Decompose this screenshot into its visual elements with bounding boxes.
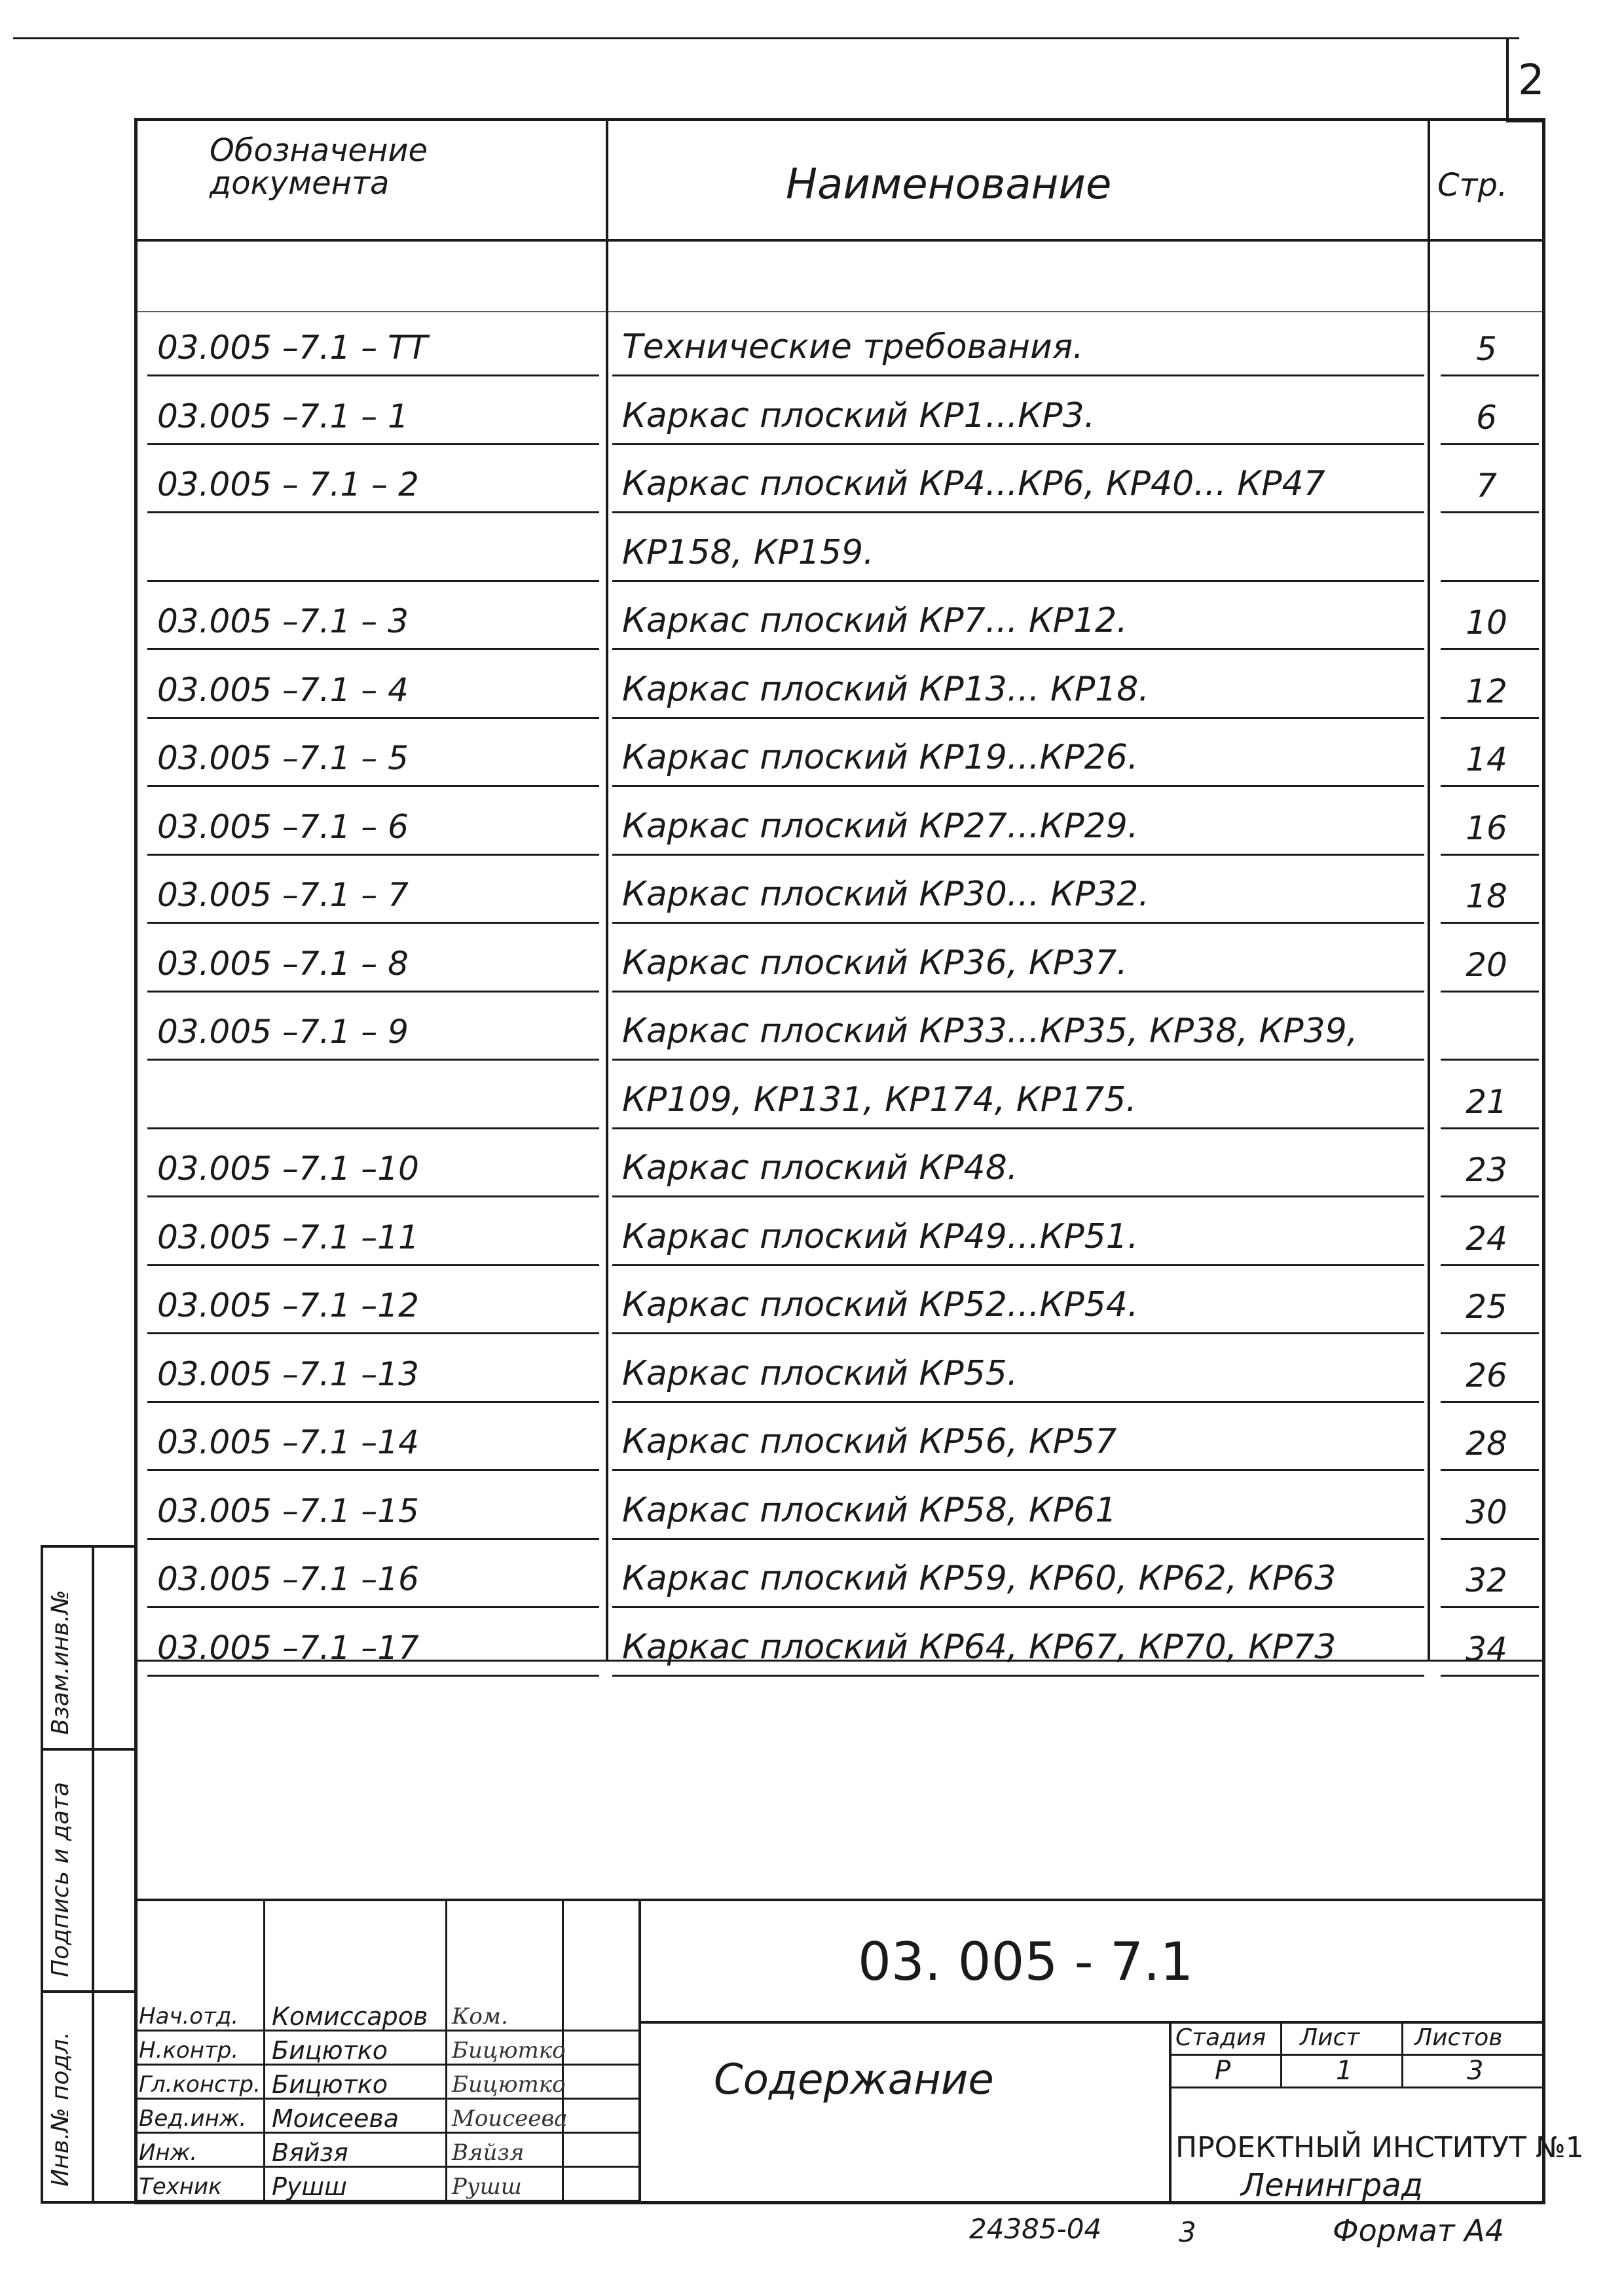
row-code: 03.005 –7.1 –11: [157, 1218, 419, 1256]
row-underline: [1441, 580, 1539, 582]
table-top-border: [134, 118, 1545, 121]
row-underline: [612, 1059, 1424, 1061]
side-label-vzam-inv: Взам.инв.№: [47, 1590, 74, 1735]
org-name: ПРОЕКТНЫЙ ИНСТИТУТ №1: [1175, 2131, 1584, 2164]
row-name: КР109, КР131, КР174, КР175.: [622, 1080, 1137, 1120]
table-left-border: [134, 118, 138, 2203]
signatory-signature: Бицютко: [452, 2037, 566, 2064]
row-page: 32: [1466, 1561, 1507, 1599]
row-underline: [1441, 374, 1539, 376]
row-name: Каркас плоский КР48.: [622, 1148, 1018, 1188]
row-underline: [147, 1195, 599, 1197]
row-code: 03.005 –7.1 – 1: [157, 397, 409, 435]
side-stamp-divider-2: [41, 1990, 136, 1993]
row-page: 5: [1476, 330, 1497, 368]
row-underline: [147, 648, 599, 650]
signatory-name: Бицютко: [272, 2070, 388, 2099]
row-underline: [612, 922, 1424, 924]
signatory-name: Рушш: [272, 2172, 347, 2201]
row-underline: [1441, 1332, 1539, 1334]
row-name: КР158, КР159.: [622, 532, 874, 572]
row-underline: [612, 1538, 1424, 1540]
row-page: 23: [1466, 1151, 1507, 1189]
row-underline: [147, 1675, 599, 1677]
row-page: 26: [1466, 1356, 1507, 1394]
header-name: Наименование: [786, 160, 1112, 209]
row-underline: [612, 785, 1424, 787]
row-underline: [612, 648, 1424, 650]
row-code: 03.005 –7.1 –16: [157, 1560, 419, 1598]
signatory-role: Н.контр.: [139, 2037, 239, 2064]
row-underline: [1441, 1675, 1539, 1677]
row-underline: [1441, 443, 1539, 445]
row-underline: [147, 580, 599, 582]
row-underline: [1441, 511, 1539, 513]
row-underline: [612, 1469, 1424, 1471]
row-underline: [1441, 1538, 1539, 1540]
row-page: 30: [1466, 1493, 1507, 1531]
row-underline: [612, 991, 1424, 993]
sheet-label: Лист: [1300, 2024, 1360, 2051]
row-underline: [147, 1332, 599, 1334]
top-edge-line: [13, 37, 1519, 39]
row-code: 03.005 –7.1 –10: [157, 1150, 419, 1188]
doc-number: 03. 005 - 7.1: [858, 1931, 1194, 1992]
row-underline: [147, 374, 599, 376]
signatory-name: Бицютко: [272, 2036, 388, 2065]
tb-col-name: [445, 1899, 447, 2203]
row-name: Каркас плоский КР7... КР12.: [622, 601, 1128, 640]
row-underline: [1441, 1059, 1539, 1061]
sheet-number: 2: [1518, 56, 1545, 105]
row-name: Каркас плоский КР36, КР37.: [622, 943, 1128, 983]
row-name: Каркас плоский КР4...КР6, КР40... КР47: [622, 464, 1325, 503]
column-divider-1: [606, 118, 608, 1660]
row-name: Каркас плоский КР56, КР57: [622, 1422, 1117, 1461]
row-code: 03.005 –7.1 – 6: [157, 807, 409, 846]
side-stamp-outer-left: [41, 1545, 43, 2203]
row-page: 21: [1466, 1082, 1507, 1121]
row-code: 03.005 –7.1 – 5: [157, 739, 409, 777]
row-code: 03.005 –7.1 –15: [157, 1491, 419, 1530]
row-underline: [612, 1195, 1424, 1197]
row-underline: [147, 1538, 599, 1540]
archive-number: 24385-04: [969, 2213, 1102, 2245]
row-underline: [1441, 1264, 1539, 1266]
row-underline: [147, 1059, 599, 1061]
row-underline: [612, 374, 1424, 376]
sheets-label: Листов: [1414, 2024, 1503, 2051]
row-underline: [147, 922, 599, 924]
row-code: 03.005 –7.1 –13: [157, 1355, 419, 1393]
row-underline: [612, 511, 1424, 513]
side-stamp-bottom: [41, 2201, 136, 2204]
row-underline: [147, 1606, 599, 1608]
row-page: 25: [1466, 1288, 1507, 1326]
row-page: 7: [1476, 467, 1497, 505]
stage-value: Р: [1215, 2056, 1231, 2086]
row-name: Каркас плоский КР59, КР60, КР62, КР63: [622, 1559, 1337, 1598]
row-page: 16: [1466, 809, 1507, 847]
row-name: Каркас плоский КР30... КР32.: [622, 875, 1149, 914]
signatory-role: Вед.инж.: [139, 2105, 247, 2132]
row-code: 03.005 –7.1 – 3: [157, 602, 409, 640]
row-underline: [147, 1127, 599, 1129]
row-underline: [1441, 991, 1539, 993]
row-page: 28: [1466, 1425, 1507, 1463]
row-code: 03.005 –7.1 – 9: [157, 1013, 409, 1051]
signatory-name: Моисеева: [272, 2104, 399, 2133]
row-underline: [147, 511, 599, 513]
header-page: Стр.: [1437, 167, 1508, 204]
signatory-signature: Бицютко: [452, 2071, 566, 2098]
row-underline: [612, 854, 1424, 856]
side-stamp-top: [41, 1545, 136, 1548]
row-underline: [147, 1264, 599, 1266]
signatory-signature: Моисеева: [452, 2105, 568, 2132]
row-underline: [147, 717, 599, 719]
header-designation: Обозначение документа: [210, 132, 428, 202]
row-name: Каркас плоский КР49...КР51.: [622, 1216, 1139, 1256]
row-page: 14: [1466, 740, 1507, 778]
row-page: 18: [1466, 877, 1507, 915]
row-name: Каркас плоский КР52...КР54.: [622, 1285, 1139, 1324]
signatory-signature: Вяйзя: [452, 2140, 525, 2166]
frame-right-border: [1542, 121, 1545, 2203]
row-page: 12: [1466, 672, 1507, 710]
row-name: Каркас плоский КР19...КР26.: [622, 738, 1139, 777]
row-page: 10: [1466, 604, 1507, 642]
sheet-box-left: [1506, 37, 1509, 121]
row-underline: [612, 1264, 1424, 1266]
row-underline: [1441, 1469, 1539, 1471]
row-underline: [1441, 1401, 1539, 1403]
row-underline: [1441, 1606, 1539, 1608]
table-row-divider: [134, 311, 1545, 312]
row-underline: [1441, 1195, 1539, 1197]
table-header-bottom: [134, 239, 1545, 242]
row-page: 24: [1466, 1219, 1507, 1258]
row-underline: [147, 443, 599, 445]
row-code: 03.005 –7.1 –12: [157, 1286, 419, 1324]
row-underline: [612, 443, 1424, 445]
side-label-signature-date: Подпись и дата: [47, 1781, 74, 1977]
row-underline: [1441, 1127, 1539, 1129]
row-name: Каркас плоский КР58, КР61: [622, 1490, 1117, 1530]
row-underline: [1441, 717, 1539, 719]
signatory-row-line: [134, 2200, 638, 2202]
signatory-role: Инж.: [139, 2140, 198, 2166]
tb-info-left: [1169, 2021, 1172, 2203]
row-underline: [612, 1606, 1424, 1608]
row-underline: [147, 1469, 599, 1471]
row-underline: [612, 1675, 1424, 1677]
tb-stage-values-bottom: [1169, 2086, 1545, 2088]
stage-label: Стадия: [1175, 2024, 1266, 2051]
row-underline: [612, 1332, 1424, 1334]
row-underline: [612, 1127, 1424, 1129]
row-page: 20: [1466, 945, 1507, 984]
signatory-name: Комиссаров: [272, 2002, 428, 2031]
side-label-inv-podl: Инв.№ подл.: [47, 2032, 74, 2187]
row-name: Каркас плоский КР33...КР35, КР38, КР39,: [622, 1011, 1358, 1051]
row-code: 03.005 –7.1 – 4: [157, 670, 409, 709]
row-underline: [612, 717, 1424, 719]
tb-stage-col-1: [1280, 2021, 1282, 2088]
row-code: 03.005 – 7.1 – 2: [157, 465, 419, 503]
row-page: 6: [1476, 398, 1497, 437]
side-stamp-inner-left: [92, 1545, 94, 2203]
row-name: Каркас плоский КР27...КР29.: [622, 806, 1139, 846]
row-underline: [147, 1401, 599, 1403]
sheets-value: 3: [1467, 2056, 1484, 2086]
row-underline: [612, 580, 1424, 582]
row-underline: [1441, 785, 1539, 787]
row-name: Каркас плоский КР13... КР18.: [622, 669, 1149, 709]
tb-col-role: [263, 1899, 265, 2203]
row-underline: [147, 991, 599, 993]
copy-number: 3: [1179, 2216, 1196, 2248]
tb-col-date: [638, 1899, 641, 2203]
row-name: Каркас плоский КР55.: [622, 1353, 1018, 1393]
signatory-row-line: [134, 2166, 638, 2168]
row-page: 34: [1466, 1630, 1507, 1668]
row-code: 03.005 –7.1 – 8: [157, 944, 409, 983]
tb-docnum-bottom: [638, 2021, 1545, 2024]
org-city: Ленинград: [1241, 2167, 1423, 2204]
signatory-role: Техник: [139, 2174, 222, 2200]
signatory-signature: Рушш: [452, 2174, 523, 2200]
row-code: 03.005 –7.1 –17: [157, 1628, 419, 1667]
row-code: 03.005 –7.1 – ТТ: [157, 329, 428, 367]
tb-stage-col-2: [1401, 2021, 1403, 2088]
row-underline: [1441, 854, 1539, 856]
signatory-signature: Ком.: [452, 2003, 508, 2030]
row-underline: [612, 1401, 1424, 1403]
side-stamp-divider-1: [41, 1748, 136, 1751]
tb-top-border: [134, 1899, 1545, 1901]
format-label: Формат А4: [1333, 2213, 1504, 2248]
column-divider-2: [1428, 118, 1430, 1660]
row-code: 03.005 –7.1 – 7: [157, 876, 409, 914]
row-underline: [1441, 648, 1539, 650]
row-name: Технические требования.: [622, 327, 1084, 367]
row-underline: [1441, 922, 1539, 924]
row-code: 03.005 –7.1 –14: [157, 1423, 419, 1461]
signatory-role: Нач.отд.: [139, 2003, 239, 2030]
row-underline: [147, 854, 599, 856]
signatory-name: Вяйзя: [272, 2138, 348, 2167]
signatory-role: Гл.констр.: [139, 2071, 261, 2098]
sheet-value: 1: [1336, 2056, 1353, 2086]
doc-title: Содержание: [714, 2056, 994, 2104]
row-name: Каркас плоский КР64, КР67, КР70, КР73: [622, 1627, 1337, 1667]
row-underline: [147, 785, 599, 787]
row-name: Каркас плоский КР1...КР3.: [622, 395, 1096, 435]
